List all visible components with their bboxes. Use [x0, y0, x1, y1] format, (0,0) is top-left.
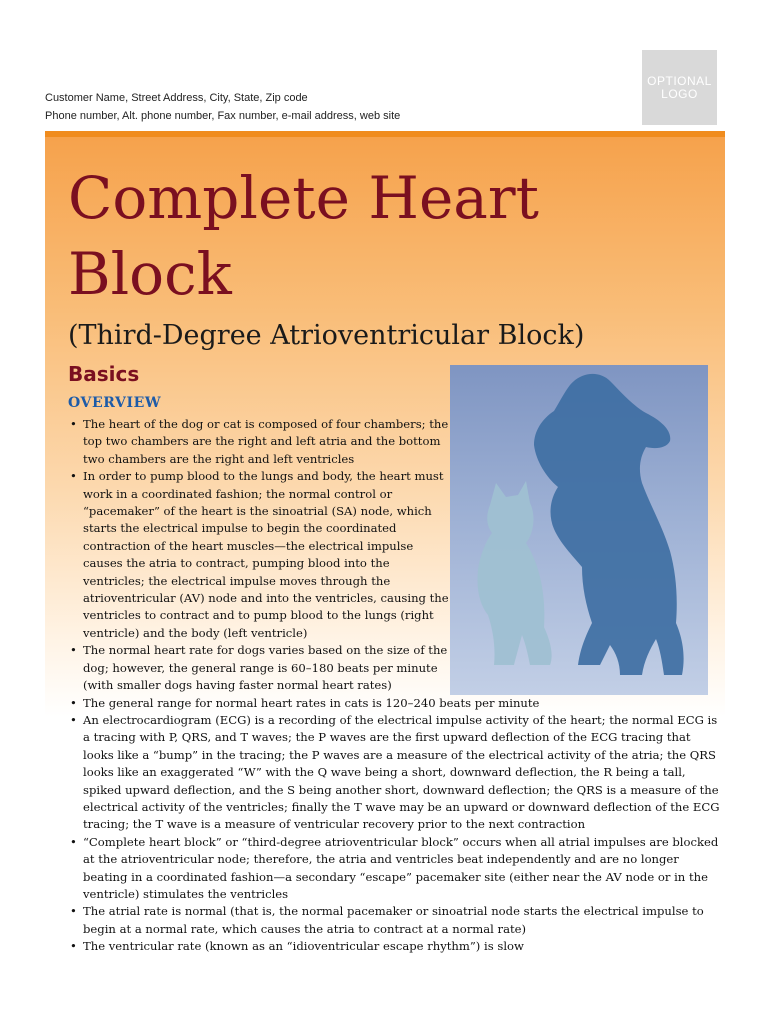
optional-logo-placeholder	[642, 50, 717, 125]
list-item: • “Complete heart block” or “third-degree atrioventricular block” occurs when all atrial impulses are blocked at the atrioventricular node; therefore, the atria and ventricles beat independently and are no longer beating in a coordinated fashion—a secondary “escape” pacemaker site (either near the AV node or in the ventricle) stimulates the ventricles	[70, 834, 723, 904]
contact-phone-line: Phone number, Alt. phone number, Fax number, e-mail address, web site	[45, 110, 401, 122]
list-item: • The heart of the dog or cat is composed of four chambers; the top two chambers are the right and left atria and the bottom two chambers are the right and left ventricles	[70, 416, 453, 468]
list-item: • The atrial rate is normal (that is, the normal pacemaker or sinoatrial node starts the electrical impulse to begin at a normal rate, which causes the atria to contract at a normal rate)	[70, 903, 723, 938]
subsection-heading-overview: OVERVIEW	[68, 395, 162, 411]
list-item: • The ventricular rate (known as an “idioventricular escape rhythm”) is slow	[70, 938, 723, 955]
contact-address-line: Customer Name, Street Address, City, State, Zip code	[45, 92, 308, 104]
logo-text-line1: OPTIONAL	[647, 73, 712, 88]
document-subtitle: (Third-Degree Atrioventricular Block)	[68, 320, 585, 351]
list-item: • The normal heart rate for dogs varies based on the size of the dog; however, the general range is 60–180 beats per minute (with smaller dogs having faster normal heart rates)	[70, 642, 453, 694]
overview-bullet-list	[70, 416, 723, 956]
list-item: • In order to pump blood to the lungs and body, the heart must work in a coordinated fashion; the normal control or “pacemaker” of the heart is the sinoatrial (SA) node, which starts the electrical impulse to begin the coordinated contraction of the heart muscles—the electrical impulse causes the atria to contract, pumping blood into the ventricles; the electrical impulse moves through the atrioventricular (AV) node and into the ventricles, causing the ventricles to contract and to pump blood to the lungs (right ventricle) and the body (left ventricle)	[70, 468, 453, 642]
logo-text-line2: LOGO	[661, 86, 698, 101]
list-item: • An electrocardiogram (ECG) is a recording of the electrical impulse activity of the heart; the normal ECG is a tracing with P, QRS, and T waves; the P waves are the first upward deflection of the ECG tracing that looks like a “bump” in the tracing; the P waves are a measure of the electrical activity of the atria; the QRS looks like an exaggerated “W” with the Q wave being a short, downward deflection, the R being a tall, spiked upward deflection, and the S being another short, downward deflection; the QRS is a measure of the electrical activity of the ventricles; finally the T wave may be an upward or downward deflection of the ECG tracing; the T wave is a measure of ventricular recovery prior to the next contraction	[70, 712, 723, 834]
document-title: Complete Heart Block	[68, 164, 539, 308]
list-item: • The general range for normal heart rates in cats is 120–240 beats per minute	[70, 695, 723, 712]
section-heading-basics: Basics	[68, 362, 140, 386]
